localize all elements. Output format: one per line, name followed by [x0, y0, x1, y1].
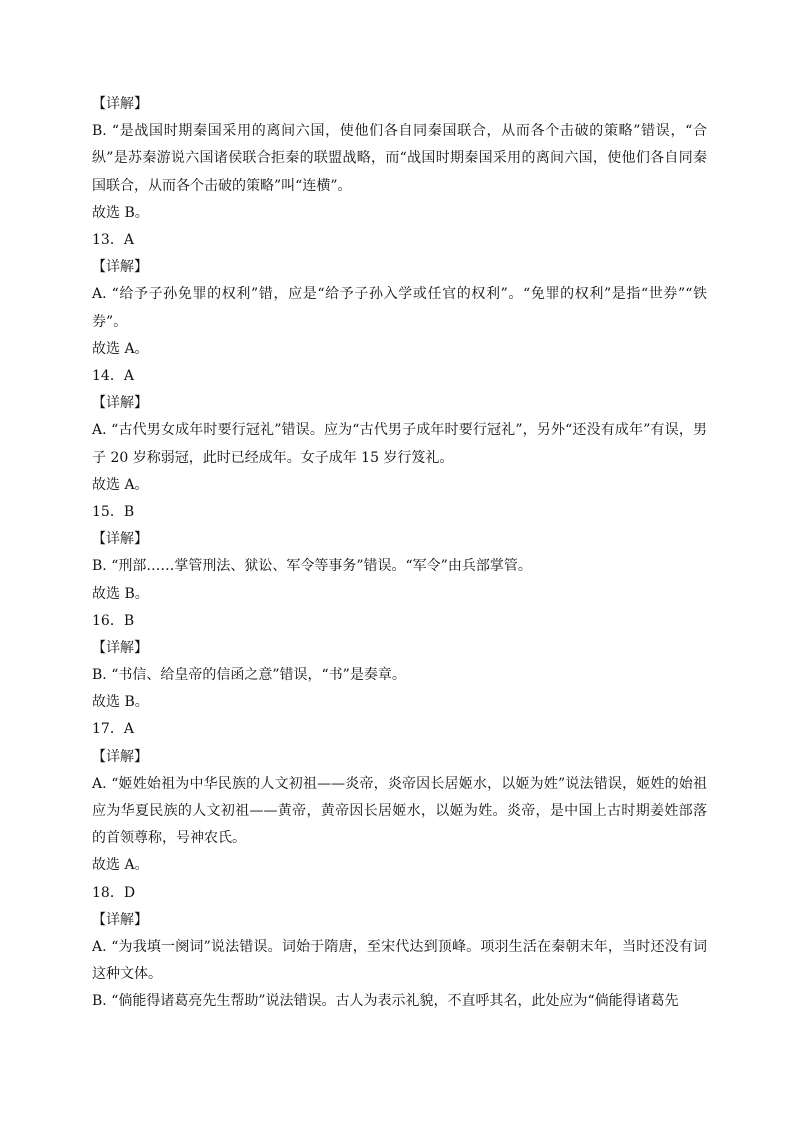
explanation-paragraph: B. “是战国时期秦国采用的离间六国，使他们各自同秦国联合，从而各个击破的策略”错误，“合纵”是苏秦游说六国诸侯联合拒秦的联盟战略，而“战国时期秦国采用的离间六国，使他们各自同秦国联合，从而各个击破的策略”叫“连横”。	[92, 123, 707, 194]
answer-line: 18．D	[92, 884, 136, 901]
answer-line: 13．A	[92, 231, 134, 248]
explanation-paragraph: A. “给予子孙免罪的权利”错，应是“给予子孙入学或任官的权利”。“免罪的权利”是指“世券”“铁券”。	[92, 286, 707, 330]
conclusion-line: 故选 B。	[92, 694, 149, 711]
explanation-paragraph: B. “刑部……掌管刑法、狱讼、军令等事务”错误。“军令”由兵部掌管。	[92, 558, 532, 575]
conclusion-line: 故选 A。	[92, 476, 149, 493]
explanation-paragraph: B. “书信、给皇帝的信函之意”错误，“书”是奏章。	[92, 667, 406, 684]
explanation-paragraph: A. “姬姓始祖为中华民族的人文初祖——炎帝，炎帝因长居姬水，以姬为姓”说法错误，姬姓的始祖应为华夏民族的人文初祖——黄帝，黄帝因长居姬水，以姬为姓。炎帝，是中国上古时期姜姓部落的首领尊称，号神农氏。	[92, 775, 707, 847]
explanation-paragraph: B. “倘能得诸葛亮先生帮助”说法错误。古人为表示礼貌，不直呼其名，此处应为“倘能得诸葛先	[92, 993, 679, 1010]
detail-heading: 【详解】	[92, 639, 148, 656]
conclusion-line: 故选 B。	[92, 204, 149, 221]
conclusion-line: 故选 A。	[92, 857, 149, 874]
document-body	[92, 91, 707, 1016]
answer-line: 16．B	[92, 612, 135, 629]
detail-heading: 【详解】	[92, 748, 148, 765]
conclusion-line: 故选 A。	[92, 340, 149, 357]
answer-line: 17．A	[92, 721, 134, 738]
detail-heading: 【详解】	[92, 395, 148, 412]
detail-heading: 【详解】	[92, 531, 148, 548]
conclusion-line: 故选 B。	[92, 585, 149, 602]
answer-line: 15．B	[92, 503, 135, 520]
explanation-paragraph: A. “古代男女成年时要行冠礼”错误。应为“古代男子成年时要行冠礼”，另外“还没有成年”有误，男子 20 岁称弱冠，此时已经成年。女子成年 15 岁行笈礼。	[92, 422, 707, 466]
detail-heading: 【详解】	[92, 259, 148, 276]
answer-line: 14．A	[92, 367, 134, 384]
detail-heading: 【详解】	[92, 96, 148, 112]
explanation-paragraph: A. “为我填一阕词”说法错误。词始于隋唐，至宋代达到顶峰。项羽生活在秦朝末年，当时还没有词这种文体。	[92, 939, 707, 983]
detail-heading: 【详解】	[92, 911, 148, 928]
